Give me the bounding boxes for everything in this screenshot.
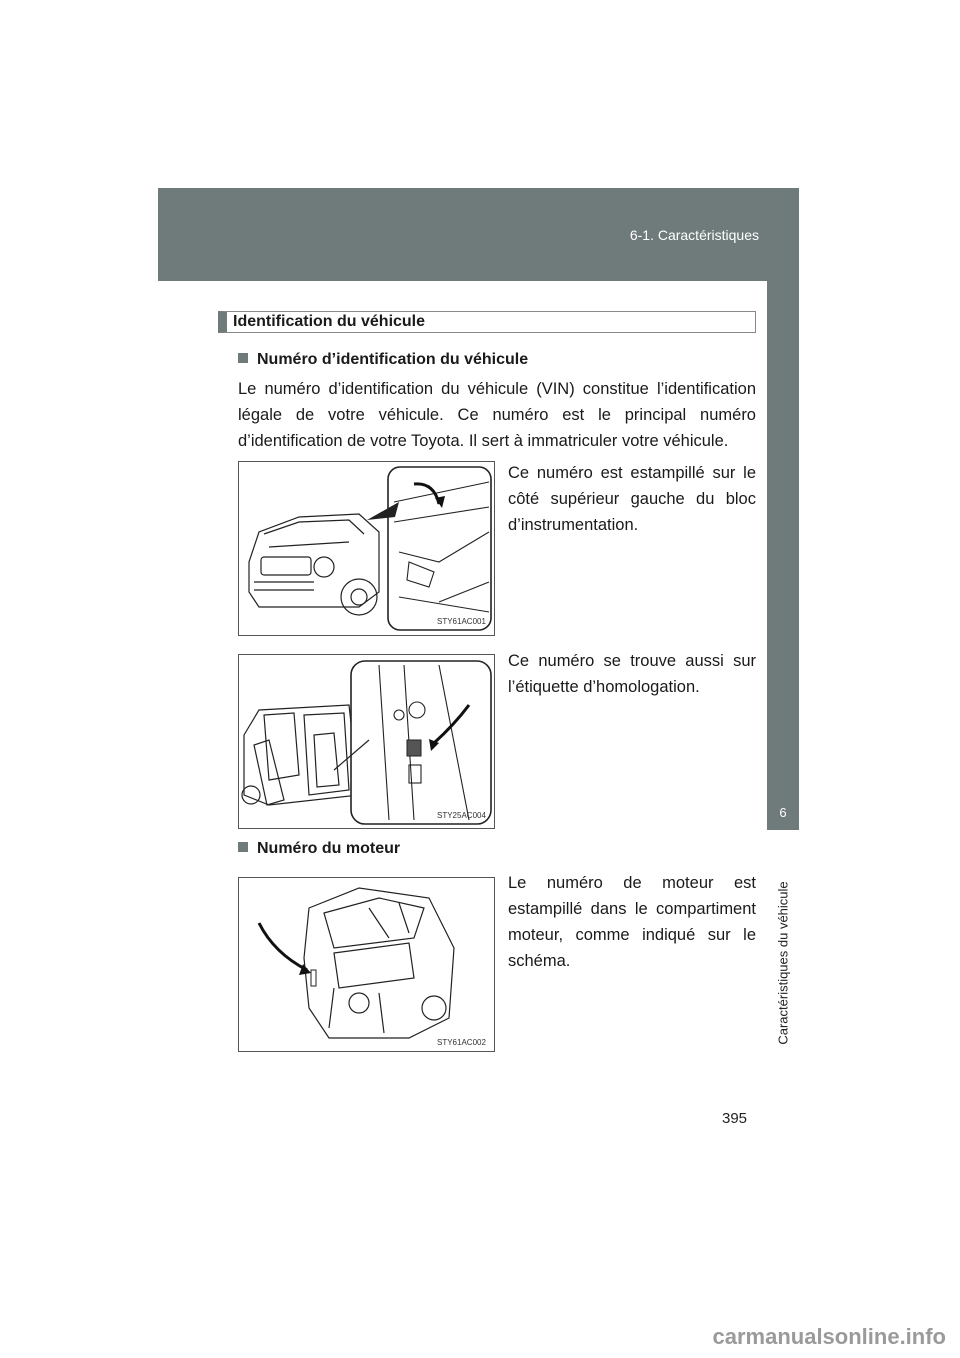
header-section-title: 6-1. Caractéristiques xyxy=(629,227,759,243)
chapter-number: 6 xyxy=(779,805,787,820)
chapter-tab xyxy=(767,281,799,830)
section-title: Identification du véhicule xyxy=(218,311,756,333)
engine-heading xyxy=(238,840,400,858)
watermark: carmanualsonline.info xyxy=(712,1324,946,1349)
door-label-illustration xyxy=(239,655,494,828)
figure-code-label: STY25AC004 xyxy=(437,811,486,820)
vin-heading-text: Numéro d’identification du véhicule xyxy=(257,351,529,368)
page-number: 395 xyxy=(722,1110,748,1127)
vin-fig2-text: Ce numéro se trouve aussi sur l’étiquette d’homologation. xyxy=(508,652,756,696)
engine-fig-text: Le numéro de moteur est estampillé dans le compartiment moteur, comme indiqué sur le schéma. xyxy=(508,874,756,970)
chapter-label xyxy=(767,838,799,1088)
figure-certification-label xyxy=(238,654,495,829)
engine-illustration xyxy=(239,878,494,1051)
vin-heading xyxy=(238,351,528,369)
header-band xyxy=(158,188,799,281)
vin-paragraph: Le numéro d’identification du véhicule (VIN) constitue l’identification légale de votre véhicule. Ce numéro est le principal numéro d’identification de votre Toyota. Il sert à immatriculer votre véhicule. xyxy=(238,380,756,450)
figure-code-label: STY61AC002 xyxy=(437,1038,486,1047)
bullet-square-icon xyxy=(238,842,248,852)
figure-vin-dashboard xyxy=(238,461,495,636)
figure-engine-number xyxy=(238,877,495,1052)
bullet-square-icon xyxy=(238,353,248,363)
figure-code-label: STY61AC001 xyxy=(437,617,486,626)
vehicle-dashboard-illustration xyxy=(239,462,494,635)
vin-fig1-text: Ce numéro est estampillé sur le côté supérieur gauche du bloc d’instrumentation. xyxy=(508,464,756,534)
engine-heading-text: Numéro du moteur xyxy=(257,840,401,857)
chapter-label-text: Caractéristiques du véhicule xyxy=(775,881,791,1045)
